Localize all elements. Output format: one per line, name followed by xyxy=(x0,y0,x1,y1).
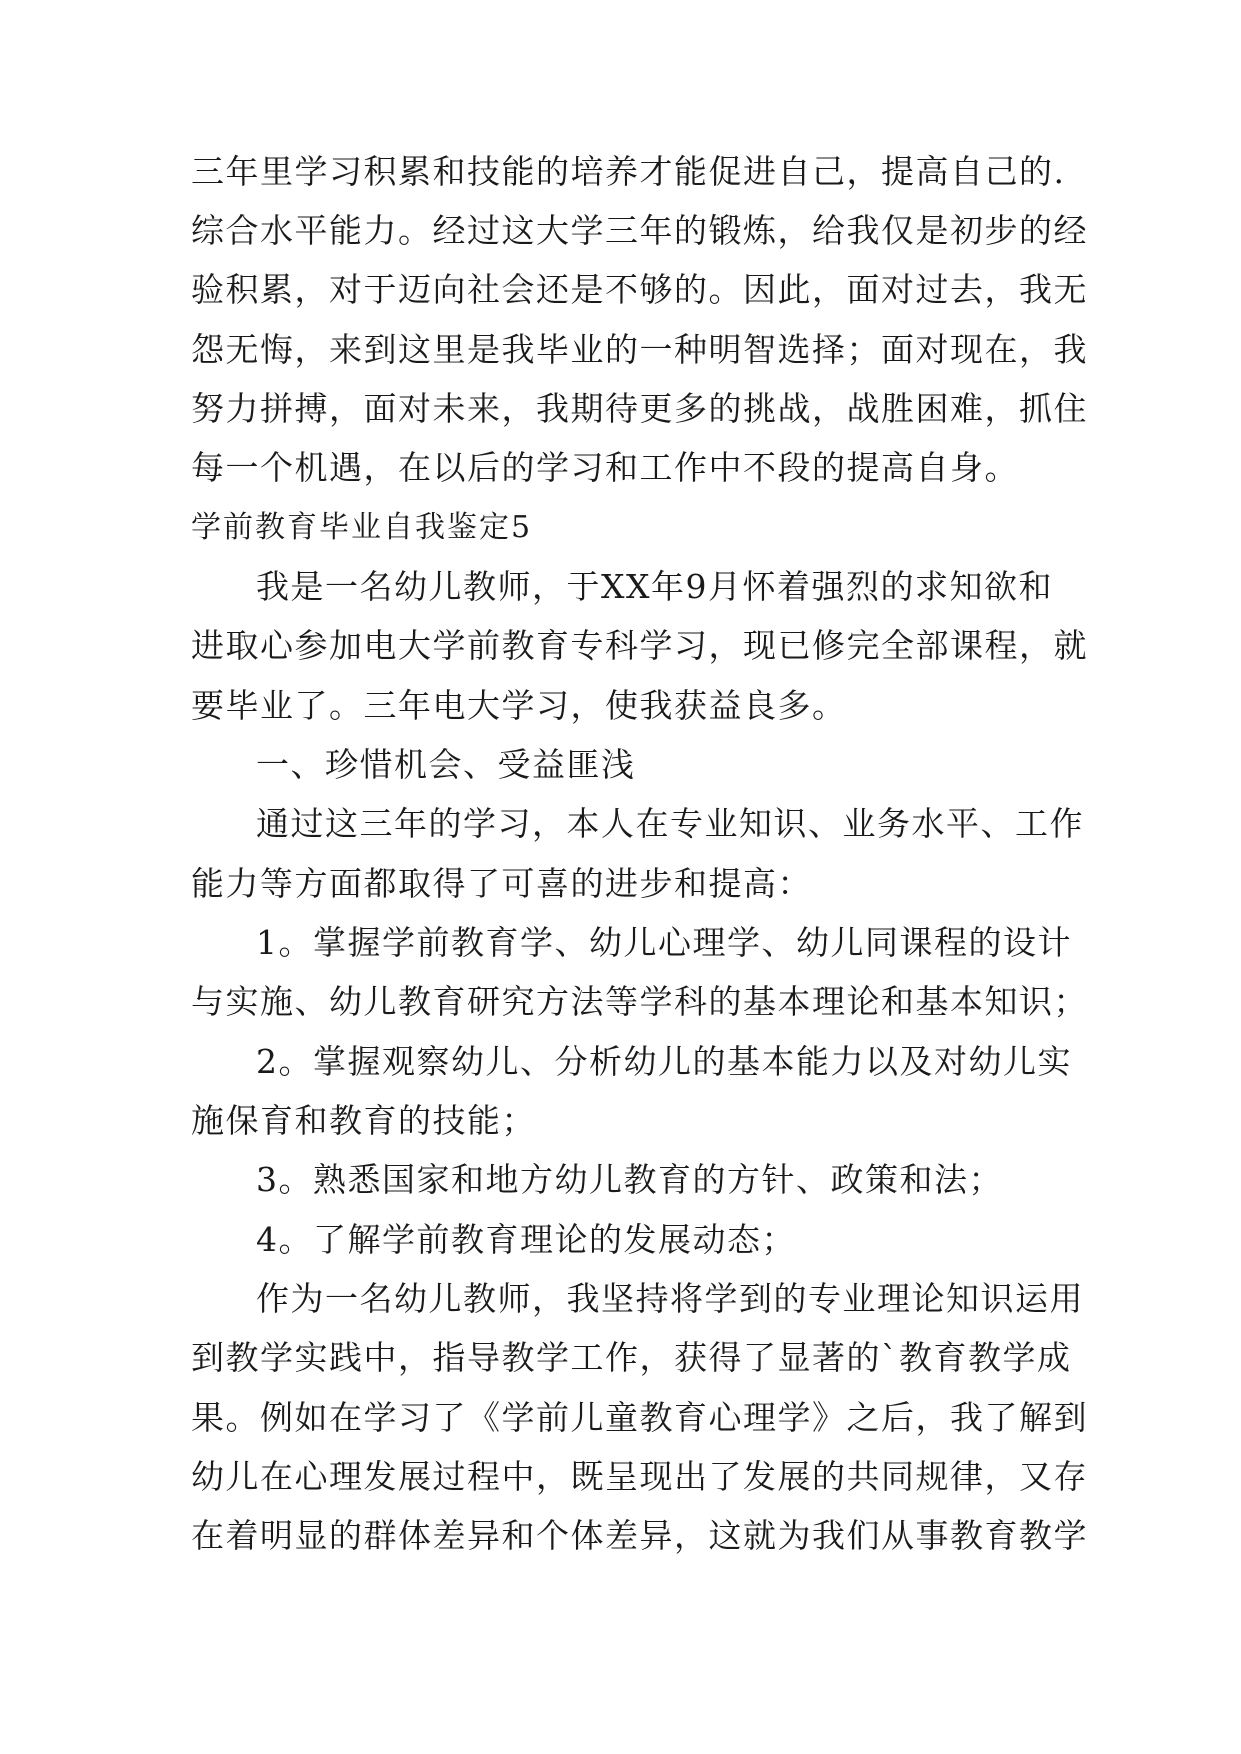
text-line: 作为一名幼儿教师，我坚持将学到的专业理论知识运用 xyxy=(256,1279,1084,1318)
text-line: 能力等方面都取得了可喜的进步和提高： xyxy=(191,864,812,903)
text-line: 通过这三年的学习，本人在专业知识、业务水平、工作 xyxy=(256,804,1084,843)
text-line: 与实施、幼儿教育研究方法等学科的基本理论和基本知识； xyxy=(191,982,1088,1021)
text-line: 施保育和教育的技能； xyxy=(191,1101,536,1140)
text-line: 我是一名幼儿教师，于XX年9月怀着强烈的求知欲和 xyxy=(256,567,1053,606)
text-line: 幼儿在心理发展过程中，既呈现出了发展的共同规律，又存 xyxy=(191,1457,1088,1496)
list-item: 1。掌握学前教育学、幼儿心理学、幼儿同课程的设计 xyxy=(256,923,1072,962)
text-line: 进取心参加电大学前教育专科学习，现已修完全部课程，就 xyxy=(191,626,1088,665)
list-item: 4。了解学前教育理论的发展动态； xyxy=(256,1220,796,1259)
text-line: 要毕业了。三年电大学习，使我获益良多。 xyxy=(191,686,847,725)
section-heading: 学前教育毕业自我鉴定5 xyxy=(191,510,533,545)
text-line: 在着明显的群体差异和个体差异，这就为我们从事教育教学 xyxy=(191,1516,1088,1555)
text-line: 验积累，对于迈向社会还是不够的。因此，面对过去，我无 xyxy=(191,270,1088,309)
text-line: 果。例如在学习了《学前儿童教育心理学》之后，我了解到 xyxy=(191,1398,1088,1437)
list-item: 2。掌握观察幼儿、分析幼儿的基本能力以及对幼儿实 xyxy=(256,1042,1072,1081)
subheading: 一、珍惜机会、受益匪浅 xyxy=(256,745,636,784)
list-item: 3。熟悉国家和地方幼儿教育的方针、政策和法； xyxy=(256,1160,1003,1199)
text-line: 怨无悔，来到这里是我毕业的一种明智选择；面对现在，我 xyxy=(191,330,1088,369)
text-line: 努力拼搏，面对未来，我期待更多的挑战，战胜困难，抓住 xyxy=(191,389,1088,428)
text-line: 综合水平能力。经过这大学三年的锻炼，给我仅是初步的经 xyxy=(191,211,1088,250)
text-line: 每一个机遇，在以后的学习和工作中不段的提高自身。 xyxy=(191,448,1019,487)
text-line: 到教学实践中，指导教学工作，获得了显著的`教育教学成 xyxy=(191,1338,1072,1377)
text-line: 三年里学习积累和技能的培养才能促进自己，提高自己的. xyxy=(191,152,1066,191)
